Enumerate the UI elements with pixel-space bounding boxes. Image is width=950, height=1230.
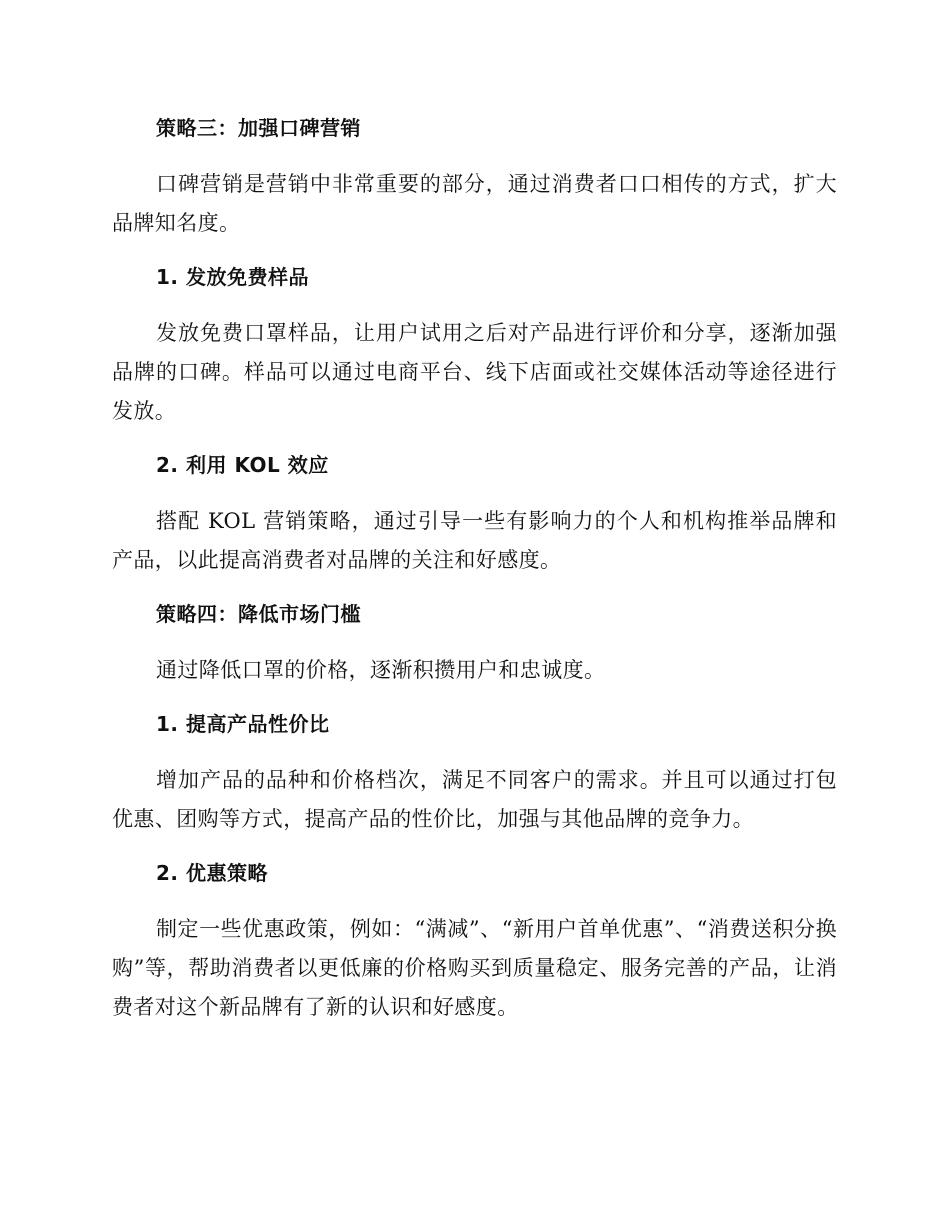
paragraph-word-of-mouth-intro: 口碑营销是营销中非常重要的部分，通过消费者口口相传的方式，扩大品牌知名度。 [112,172,837,235]
subheading-kol-effect: 2. 利用 KOL 效应 [156,453,329,477]
section-heading-strategy-3: 策略三：加强口碑营销 [156,116,361,140]
subheading-cost-performance: 1. 提高产品性价比 [156,712,330,736]
document-body [112,110,837,1043]
subheading-free-samples: 1. 发放免费样品 [156,265,309,289]
paragraph-kol-effect: 搭配 KOL 营销策略，通过引导一些有影响力的个人和机构推举品牌和产品，以此提高消费者对品牌的关注和好感度。 [112,509,837,572]
paragraph-discount-strategy: 制定一些优惠政策，例如：“满减”、“新用户首单优惠”、“消费送积分换购”等，帮助消费者以更低廉的价格购买到质量稳定、服务完善的产品，让消费者对这个新品牌有了新的认识和好感度。 [112,917,837,1019]
subheading-discount-strategy: 2. 优惠策略 [156,861,268,885]
section-heading-strategy-4: 策略四：降低市场门槛 [156,602,361,626]
paragraph-lower-barrier-intro: 通过降低口罩的价格，逐渐积攒用户和忠诚度。 [156,658,606,682]
paragraph-cost-performance: 增加产品的品种和价格档次，满足不同客户的需求。并且可以通过打包优惠、团购等方式，提高产品的性价比，加强与其他品牌的竞争力。 [112,768,837,831]
paragraph-free-samples: 发放免费口罩样品，让用户试用之后对产品进行评价和分享，逐渐加强品牌的口碑。样品可以通过电商平台、线下店面或社交媒体活动等途径进行发放。 [112,321,837,423]
